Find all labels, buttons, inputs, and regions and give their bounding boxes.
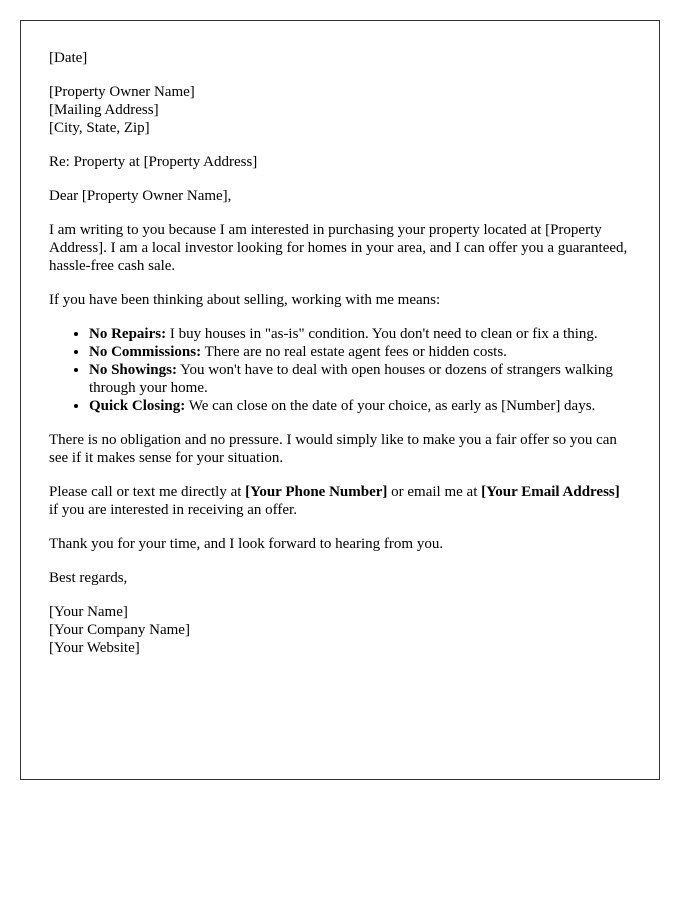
re-line: Re: Property at [Property Address] [49,154,258,170]
contact-phone: [Your Phone Number] [245,484,388,500]
recipient-address-block [49,83,631,137]
benefit-item-no-commissions [89,343,631,361]
benefit-text: I buy houses in "as-is" condition. You don't need to clean or fix a thing. [166,326,598,342]
closing-line: Best regards, [49,570,128,586]
benefit-title: No Showings: [89,362,177,378]
signature-name: [Your Name] [49,604,128,620]
contact-text-part3: if you are interested in receiving an offer. [49,502,297,518]
benefit-text: You won't have to deal with open houses or dozens of strangers walking through your home. [89,362,613,396]
benefit-title: No Commissions: [89,344,202,360]
no-obligation-paragraph: There is no obligation and no pressure. I would simply like to make you a fair offer so you can see if it makes sense for your situation. [49,432,617,466]
contact-email: [Your Email Address] [481,484,620,500]
letter-date: [Date] [49,50,88,66]
benefit-title: Quick Closing: [89,398,186,414]
signature-company: [Your Company Name] [49,622,190,638]
benefits-intro: If you have been thinking about selling, working with me means: [49,292,441,308]
contact-text-part2: or email me at [387,484,482,500]
benefit-text: We can close on the date of your choice, as early as [Number] days. [185,398,596,414]
intro-paragraph: I am writing to you because I am interested in purchasing your property located at [Property Address]. I am a local investor looking for homes in your area, and I can offer you a guaranteed, hassle-free cash sale. [49,222,628,274]
recipient-city-state-zip: [City, State, Zip] [49,120,150,136]
benefits-list [49,325,631,415]
contact-text-part1: Please call or text me directly at [49,484,246,500]
salutation: Dear [Property Owner Name], [49,188,232,204]
signature-block [49,603,631,657]
recipient-mailing-address: [Mailing Address] [49,102,159,118]
benefit-item-no-showings [89,361,631,397]
benefit-title: No Repairs: [89,326,167,342]
benefit-item-quick-closing [89,397,631,415]
signature-website: [Your Website] [49,640,140,656]
benefit-item-no-repairs [89,325,631,343]
thanks-paragraph: Thank you for your time, and I look forward to hearing from you. [49,536,444,552]
contact-paragraph [49,483,631,519]
recipient-name: [Property Owner Name] [49,84,195,100]
benefit-text: There are no real estate agent fees or hidden costs. [201,344,507,360]
letter-page [20,20,660,780]
